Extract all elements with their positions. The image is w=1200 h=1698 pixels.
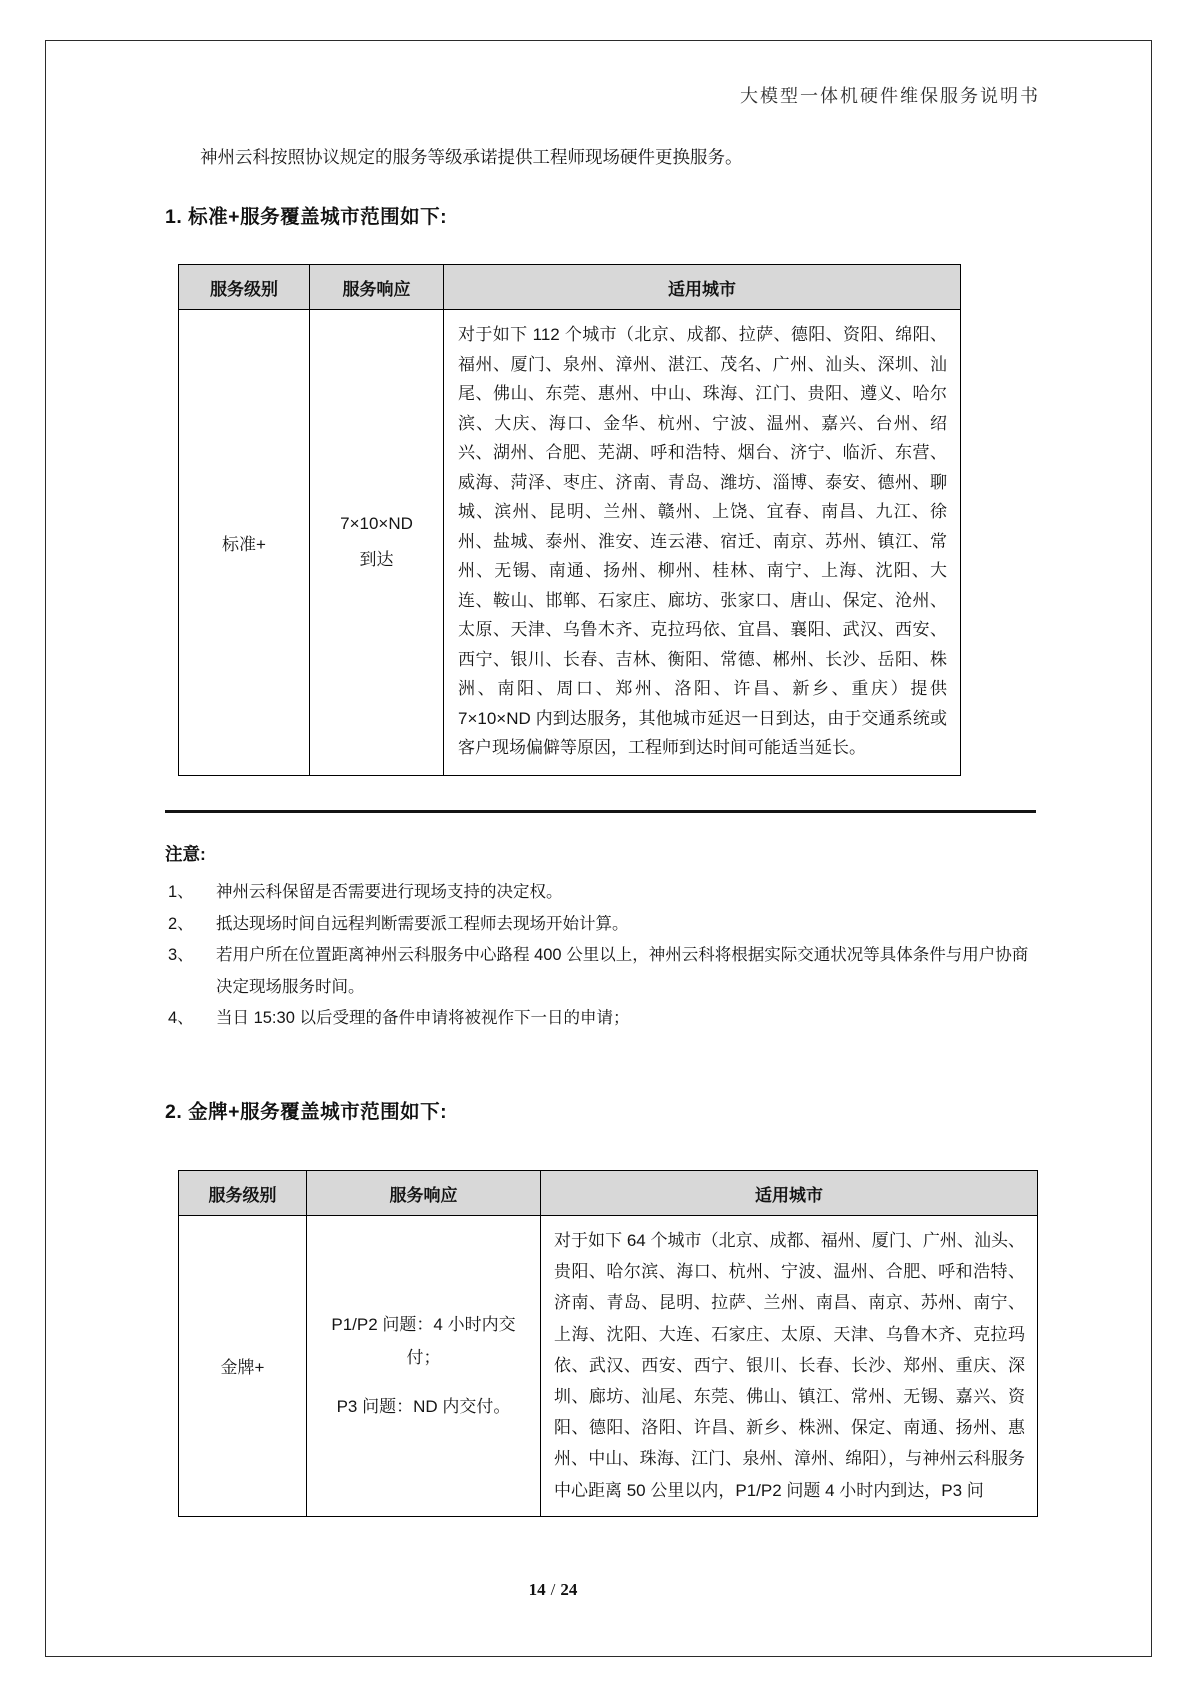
applicable-cities-cell: 对于如下 112 个城市（北京、成都、拉萨、德阳、资阳、绵阳、福州、厦门、泉州、漳州、湛江、茂名、广州、汕头、深圳、汕尾、佛山、东莞、惠州、中山、珠海、江门、贵阳、遵义、哈尔滨、大庆、海口、金华、杭州、宁波、温州、嘉兴、台州、绍兴、湖州、合肥、芜湖、呼和浩特、烟台、济宁、临沂、东营、威海、菏泽、枣庄、济南、青岛、潍坊、淄博、泰安、德州、聊城、滨州、昆明、兰州、赣州、上饶、宜春、南昌、九江、徐州、盐城、泰州、淮安、连云港、宿迁、南京、苏州、镇江、常州、无锡、南通、扬州、柳州、桂林、南宁、上海、沈阳、大连、鞍山、邯郸、石家庄、廊坊、张家口、唐山、保定、沧州、太原、天津、乌鲁木齐、克拉玛依、宜昌、襄阳、武汉、西安、西宁、银川、长春、吉林、衡阳、常德、郴州、长沙、岳阳、株洲、南阳、周口、郑州、洛阳、许昌、新乡、重庆）提供 7×10×ND 内到达服务，其他城市延迟一日到达，由于交通系统或客户现场偏僻等原因，工程师到达时间可能适当延长。 (444, 310, 961, 776)
response-paragraph-1: P1/P2 问题：4 小时内交付； (331, 1315, 516, 1368)
section2-heading: 2. 金牌+服务覆盖城市范围如下: (165, 1101, 448, 1123)
response-paragraph-2: P3 问题：ND 内交付。 (336, 1397, 511, 1417)
section1-heading: 1. 标准+服务覆盖城市范围如下: (165, 206, 448, 228)
table-row (179, 310, 961, 776)
col-header-service-level: 服务级别 (179, 265, 310, 310)
list-item-number: 4、 (168, 1009, 194, 1027)
list-item-number: 2、 (168, 914, 194, 933)
service-level-cell: 金牌+ (179, 1216, 307, 1517)
page-number-total: 24 (560, 1580, 578, 1599)
list-item-number: 1、 (168, 883, 194, 901)
col-header-service-level: 服务级别 (179, 1171, 307, 1216)
col-header-service-response: 服务响应 (307, 1171, 541, 1216)
list-item-text: 抵达现场时间自远程判断需要派工程师去现场开始计算。 (216, 914, 629, 933)
response-line-1: 7×10×ND (340, 514, 413, 534)
standard-service-table (178, 264, 961, 776)
list-item-text: 神州云科保留是否需要进行现场支持的决定权。 (216, 883, 563, 901)
notes-list (168, 877, 1040, 1035)
intro-paragraph: 神州云科按照协议规定的服务等级承诺提供工程师现场硬件更换服务。 (200, 147, 743, 167)
table-row (179, 1216, 1038, 1517)
col-header-applicable-cities: 适用城市 (444, 265, 961, 310)
page-number-current: 14 (528, 1580, 546, 1599)
list-item-number: 3、 (168, 946, 194, 964)
col-header-applicable-cities: 适用城市 (541, 1171, 1038, 1216)
page-number (478, 1580, 628, 1600)
list-item (168, 877, 1040, 909)
gold-service-table (178, 1170, 1038, 1517)
applicable-cities-cell: 对于如下 64 个城市（北京、成都、福州、厦门、广州、汕头、贵阳、哈尔滨、海口、杭州、宁波、温州、合肥、呼和浩特、济南、青岛、昆明、拉萨、兰州、南昌、南京、苏州、南宁、上海、沈阳、大连、石家庄、太原、天津、乌鲁木齐、克拉玛依、武汉、西安、西宁、银川、长春、长沙、郑州、重庆、深圳、廊坊、汕尾、东莞、佛山、镇江、常州、无锡、嘉兴、资阳、德阳、洛阳、许昌、新乡、株洲、保定、南通、扬州、惠州、中山、珠海、江门、泉州、漳州、绵阳），与神州云科服务中心距离 50 公里以内，P1/P2 问题 4 小时内到达，P3 问 (541, 1216, 1038, 1517)
response-line-2: 到达 (359, 550, 394, 570)
table-header-row (179, 265, 961, 310)
table-header-row (179, 1171, 1038, 1216)
document-header-title: 大模型一体机硬件维保服务说明书 (740, 86, 1040, 106)
page-number-separator: / (550, 1580, 556, 1599)
service-level-cell: 标准+ (179, 310, 310, 776)
list-item (168, 909, 1040, 941)
list-item (168, 1003, 1040, 1035)
service-response-cell (307, 1216, 541, 1517)
list-item-text: 若用户所在位置距离神州云科服务中心路程 400 公里以上，神州云科将根据实际交通状况等具体条件与用户协商决定现场服务时间。 (216, 946, 1029, 996)
section-divider-line (165, 810, 1036, 813)
col-header-service-response: 服务响应 (310, 265, 444, 310)
notes-label: 注意: (165, 844, 206, 864)
list-item (168, 940, 1040, 1003)
service-response-cell (310, 310, 444, 776)
list-item-text: 当日 15:30 以后受理的备件申请将被视作下一日的申请； (216, 1009, 630, 1027)
